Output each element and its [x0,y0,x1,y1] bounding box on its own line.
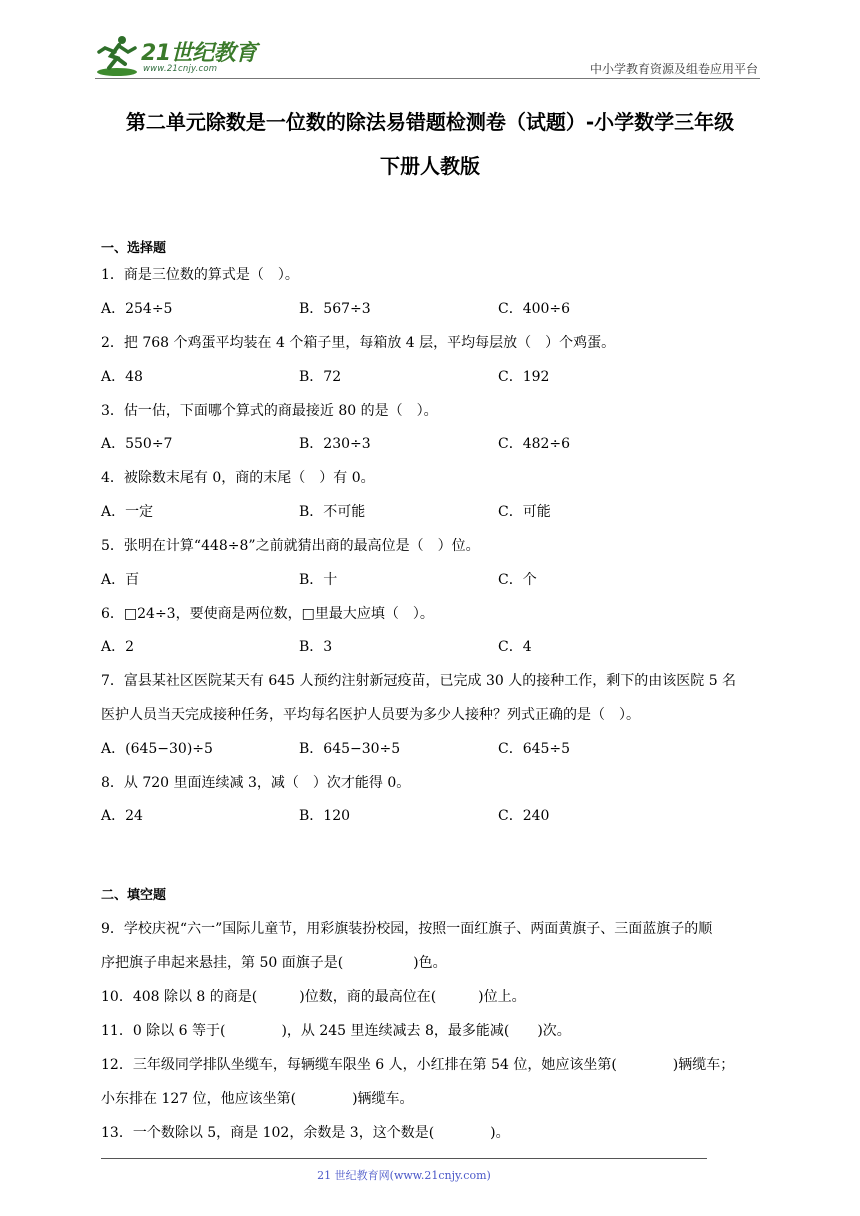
question-stem-continued: 医护人员当天完成接种任务，平均每名医护人员要为多少人接种？列式正确的是（ ）。 [101,707,640,723]
question-stem: 4．被除数末尾有 0，商的末尾（ ）有 0。 [101,470,375,486]
option-a: A．一定 [101,504,154,520]
logo [95,34,265,78]
option-c: C．240 [498,808,550,824]
option-a: A．254÷5 [101,301,173,317]
question-line: 11．0 除以 6 等于( )，从 245 里连续减去 8，最多能减( )次。 [101,1023,571,1039]
option-b: B．3 [299,639,333,655]
runner-logo-icon [95,34,141,78]
question-stem: 7．富县某社区医院某天有 645 人预约注射新冠疫苗，已完成 30 人的接种工作，剩下的由该医院 5 名 [101,673,737,689]
footer-text: 21 世纪教育网(www.21cnjy.com) [317,1169,491,1182]
option-c: C．645÷5 [498,741,571,757]
logo-url: www.21cnjy.com [143,64,218,74]
option-a: A．24 [101,808,143,824]
page-header [95,30,760,80]
question-line: 小东排在 127 位，他应该坐第( )辆缆车。 [101,1091,414,1107]
question-stem: 8．从 720 里面连续减 3，减（ ）次才能得 0。 [101,775,411,791]
option-a: A．(645−30)÷5 [101,741,213,757]
footer-divider [101,1158,707,1159]
logo-text: 21世纪教育 [141,41,257,66]
option-b: B．645−30÷5 [299,741,401,757]
option-b: B．567÷3 [299,301,371,317]
option-c: C．可能 [498,504,551,520]
option-b: B．72 [299,369,342,385]
platform-name: 中小学教育资源及组卷应用平台 [589,62,758,76]
question-stem: 1．商是三位数的算式是（ ）。 [101,267,299,283]
option-a: A．百 [101,572,140,588]
option-a: A．550÷7 [101,436,173,452]
option-c: C．482÷6 [498,436,571,452]
question-line: 序把旗子串起来悬挂，第 50 面旗子是( )色。 [101,955,447,971]
question-stem: 2．把 768 个鸡蛋平均装在 4 个箱子里，每箱放 4 层，平均每层放（ ）个鸡蛋。 [101,335,616,351]
section-heading-fill: 二、填空题 [101,888,167,903]
section-heading-choice: 一、选择题 [101,241,167,256]
question-stem: 6．□24÷3，要使商是两位数，□里最大应填（ ）。 [101,606,434,622]
option-b: B．120 [299,808,351,824]
option-b: B．十 [299,572,338,588]
option-c: C．4 [498,639,532,655]
option-c: C．个 [498,572,537,588]
question-stem: 5．张明在计算“448÷8”之前就猜出商的最高位是（ ）位。 [101,538,480,554]
option-b: B．不可能 [299,504,366,520]
question-line: 12．三年级同学排队坐缆车，每辆缆车限坐 6 人，小红排在第 54 位，她应该坐第( )辆缆车； [101,1057,735,1073]
question-line: 9．学校庆祝“六一”国际儿童节，用彩旗装扮校园，按照一面红旗子、两面黄旗子、三面蓝旗子的顺 [101,921,713,937]
page-title: 第二单元除数是一位数的除法易错题检测卷（试题）-小学数学三年级 [125,110,735,134]
option-c: C．400÷6 [498,301,571,317]
question-line: 10．408 除以 8 的商是( )位数，商的最高位在( )位上。 [101,989,526,1005]
option-c: C．192 [498,369,550,385]
question-line: 13．一个数除以 5，商是 102，余数是 3，这个数是( )。 [101,1125,510,1141]
option-b: B．230÷3 [299,436,371,452]
header-divider [95,78,760,79]
question-stem: 3．估一估，下面哪个算式的商最接近 80 的是（ ）。 [101,403,438,419]
option-a: A．2 [101,639,135,655]
option-a: A．48 [101,369,143,385]
page-title-line2: 下册人教版 [380,154,480,178]
